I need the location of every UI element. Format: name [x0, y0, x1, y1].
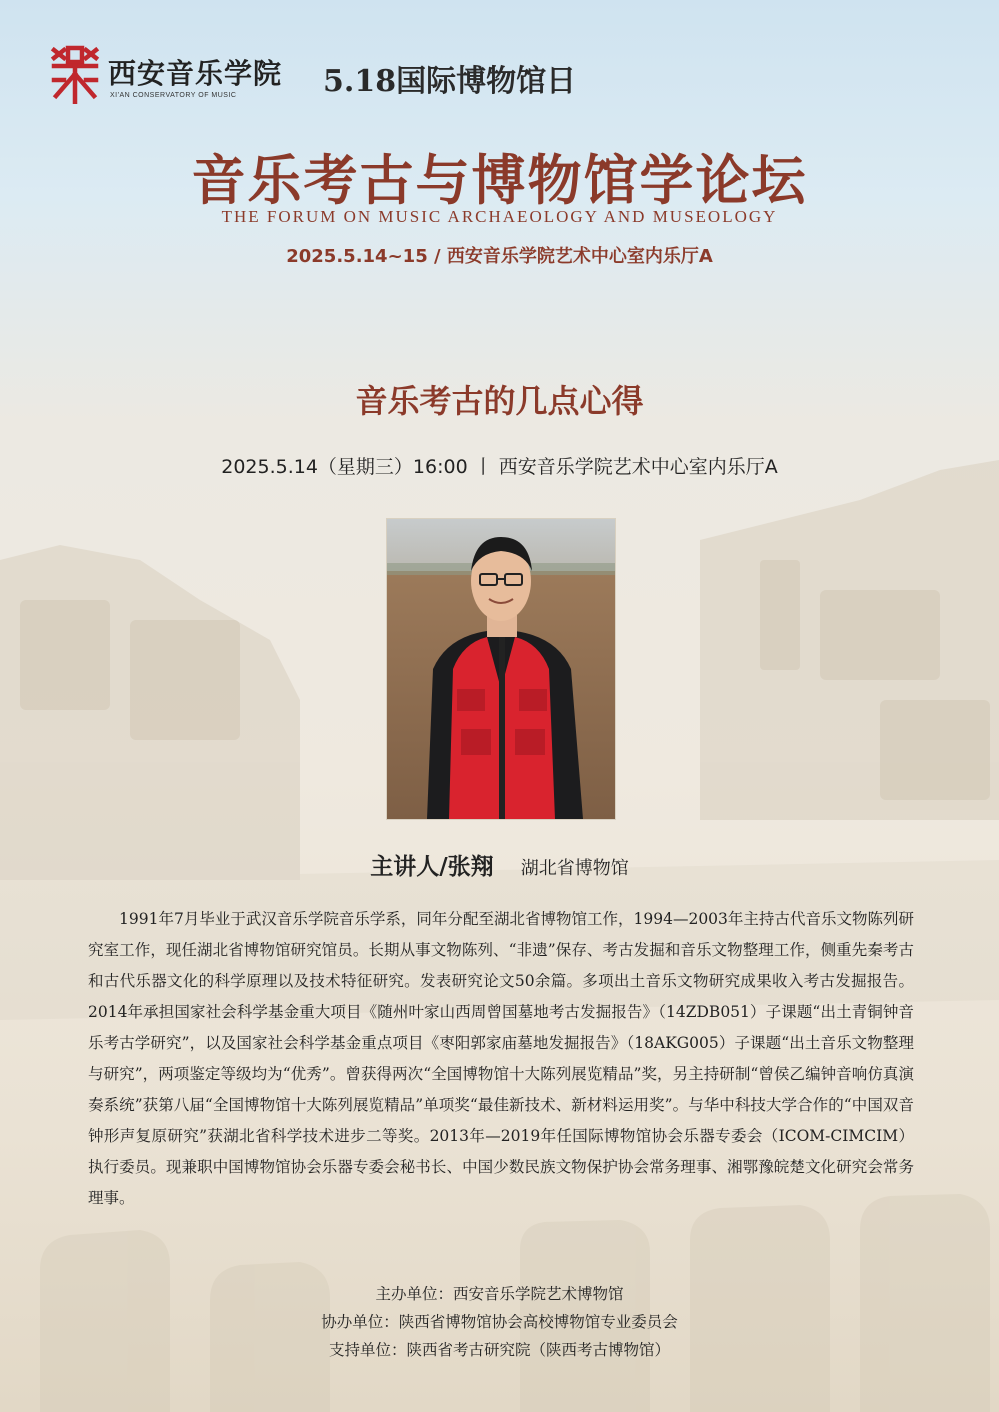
speaker-bio: 1991年7月毕业于武汉音乐学院音乐学系，同年分配至湖北省博物馆工作，1994—2003年主持古代音乐文物陈列研究室工作，现任湖北省博物馆研究馆员。长期从事文物陈列、“非遗”保存、考古发掘和音乐文物整理工作，侧重先秦考古和古代乐器文化的科学原理以及技术特征研究。发表研究论文50余篇。多项出土音乐文物研究成果收入考古发掘报告。2014年承担国家社会科学基金重大项目《随州叶家山西周曾国墓地考古发掘报告》（14ZDB051）子课题“出土青铜钟音乐考古学研究”，以及国家社会科学基金重点项目《枣阳郭家庙墓地发掘报告》（18AKG005）子课题“出土音乐文物整理与研究”，两项鉴定等级均为“优秀”。曾获得两次“全国博物馆十大陈列展览精品”奖，另主持研制“曾侯乙编钟音响仿真演奏系统”获第八届“全国博物馆十大陈列展览精品”单项奖“最佳新技术、新材料运用奖”。与华中科技大学合作的“中国双音钟形声复原研究”获湖北省科学技术进步二等奖。2013年—2019年任国际博物馆协会乐器专委会（ICOM-CIMCIM）执行委员。现兼职中国博物馆协会乐器专委会秘书长、中国少数民族文物保护协会常务理事、湘鄂豫皖楚文化研究会常务理事。 [88, 910, 914, 1207]
speaker-organization: 湖北省博物馆 [520, 858, 629, 879]
host-unit: 主办单位：西安音乐学院艺术博物馆 [375, 1285, 624, 1303]
school-name: 西安音乐学院 [108, 57, 283, 90]
forum-subtitle-en: THE FORUM ON MUSIC ARCHAEOLOGY AND MUSEOLOGY [221, 207, 778, 226]
speaker-line [0, 848, 999, 881]
organizers [0, 1280, 999, 1364]
speaker-photo [386, 518, 616, 820]
speaker-portrait-illustration [387, 519, 615, 819]
co-host-unit: 协办单位：陕西省博物馆协会高校博物馆专业委员会 [321, 1313, 678, 1331]
forum-title: 音乐考古与博物馆学论坛 [191, 148, 808, 212]
music-glyph-logo-icon [50, 44, 100, 104]
talk-time-venue: 2025.5.14（星期三）16:00 丨 西安音乐学院艺术中心室内乐厅A [221, 456, 778, 478]
event-tag: 5.18国际博物馆日 [323, 64, 577, 99]
support-unit: 支持单位：陕西省考古研究院（陕西考古博物馆） [328, 1341, 670, 1359]
school-name-en: XI'AN CONSERVATORY OF MUSIC [110, 92, 237, 99]
forum-date-venue: 2025.5.14~15 / 西安音乐学院艺术中心室内乐厅A [286, 246, 713, 267]
speaker-name: 主讲人/张翔 [370, 854, 494, 880]
talk-title: 音乐考古的几点心得 [355, 382, 644, 420]
